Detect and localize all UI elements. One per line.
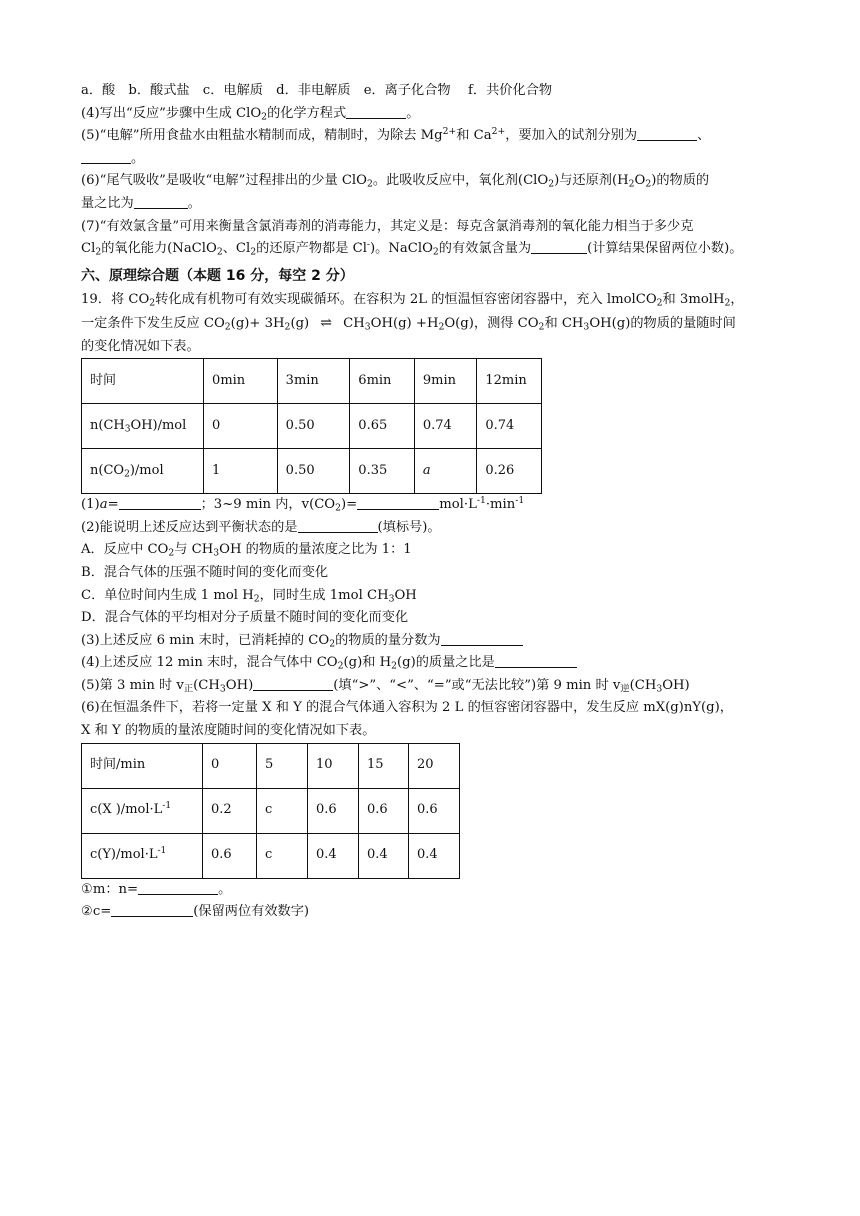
part-2: (2)能说明上述反应达到平衡状态的是 (填标号)。 [81,517,781,540]
question-5: (5)“电解”所用食盐水由粗盐水精制而成，精制时，为除去 $Mg^{2+}$和 $Ca^{2+}$，要加入的试剂分别为 、 [81,126,711,144]
option-d: D．混合气体的平均相对分子质量不随时间的变化而变化 [81,610,409,626]
answer-blank[interactable] [357,494,439,510]
table-row: 时间/min 0 5 10 15 20 [82,743,460,788]
equilibrium-arrow-icon: ⇌ [320,314,333,331]
question-page [81,80,781,924]
table-row: $n(CH_3OH)$/mol 0 0.50 0.65 0.74 0.74 [82,404,542,449]
question-19-line1: 19．将 $CO_2$转化成有机物可有效实现碳循环。在容积为 2L 的恒温恒容密闭容器中，充入 lmolCO$_2$和 3molH$_2$， [81,292,744,309]
question-19-line3: 的变化情况如下表。 [81,338,200,354]
table-row: 时间 0min 3min 6min 9min 12min [82,359,542,404]
question-6: (6)“尾气吸收”是吸收“电解”过程排出的少量 ClO$_2$。此吸收反应中，氧化剂(ClO$_2$)与还原剂$(H_2O_2)$的物质的 [81,173,710,190]
question-7-cont: $Cl_2$的氧化能力(NaClO$_2$、$Cl_2$的还原产物都是 Cl-)。NaClO$_2$的有效氯含量为 (计算结果保留两位小数)。 [81,239,743,258]
part-3: (3)上述反应 6 min 末时，已消耗掉的 $CO_2$的物质的量分数为 [81,630,781,653]
question-5-cont: 。 [81,148,781,171]
answer-blank[interactable] [119,494,201,510]
section-title: 六、原理综合题（本题 16 分，每空 2 分） [81,267,354,284]
question-19-line2: 一定条件下发生反应 $CO_2(g)+ 3H_2(g)$ ⇌ $CH_3OH(g) +H_2O(g)$，测得 $CO_2$和 $CH_3OH(g)$的物质的量随时间 [81,312,781,336]
table-row: $c(Y)/mol\cdot L^{-1}$ 0.6 c 0.4 0.4 0.4 [82,833,460,878]
table-row: c(X )$/mol\cdot L^{-1}$ 0.2 c 0.6 0.6 0.6 [82,788,460,833]
sub-question-1: ①m：n= 。 [81,879,781,902]
question-6-cont: 量之比为 。 [81,193,781,216]
answer-blank[interactable] [637,125,697,141]
answer-blank[interactable] [298,517,378,533]
answer-blank[interactable] [346,103,406,119]
question-7: (7)“有效氯含量”可用来衡量含氯消毒剂的消毒能力，其定义是：每克含氯消毒剂的氧化能力相当于多少克 [81,218,694,234]
question-4: (4)写出“反应”步骤中生成 ClO$_2$的化学方程式 。 [81,103,781,126]
part-6-line2: X 和 Y 的物质的量浓度随时间的变化情况如下表。 [81,723,376,739]
table-row: $n(CO_2)$/mol 1 0.50 0.35 a 0.26 [82,449,542,494]
answer-blank[interactable] [531,238,587,254]
sub-question-2: ②c= (保留两位有效数字) [81,901,781,924]
option-c: C．单位时间内生成 1 mol $H_2$，同时生成 1mol $CH_3OH$ [81,587,417,604]
data-table-2 [81,743,460,879]
answer-blank[interactable] [253,675,333,691]
answer-blank[interactable] [495,652,577,668]
data-table-1 [81,358,542,494]
answer-blank[interactable] [134,193,188,209]
answer-blank[interactable] [441,630,523,646]
answer-blank[interactable] [138,879,218,895]
answer-blank[interactable] [81,148,131,164]
part-1: (1)a= ；3~9 min 内，$v(CO_2)= mol\cdot L^{-1}\cdot\min^{-1}$ [81,495,525,514]
part-6-line1: (6)在恒温条件下，若将一定量 X 和 Y 的混合气体通入容积为 2 L 的恒容密闭容器中，发生反应 mX(g)nY(g)， [81,700,733,716]
answer-blank[interactable] [111,901,193,917]
part-5: (5)第 3 min 时 $v_正(CH_3OH)$ (填“>”、“<”、“=”或“无法比较”)第 9 min 时 $v_逆(CH_3OH)$ [81,675,781,698]
option-b: B．混合气体的压强不随时间的变化而变化 [81,564,329,580]
part-4: (4)上述反应 12 min 末时，混合气体中 $CO_2(g)$和 $H_2(g)$的质量之比是 [81,652,781,675]
option-a: A．反应中 $CO_2$与 $CH_3OH$ 的物质的量浓度之比为 1：1 [81,542,412,559]
options-line: a．酸 b．酸式盐 c．电解质 d．非电解质 e．离子化合物 f．共价化合物 [81,83,553,98]
